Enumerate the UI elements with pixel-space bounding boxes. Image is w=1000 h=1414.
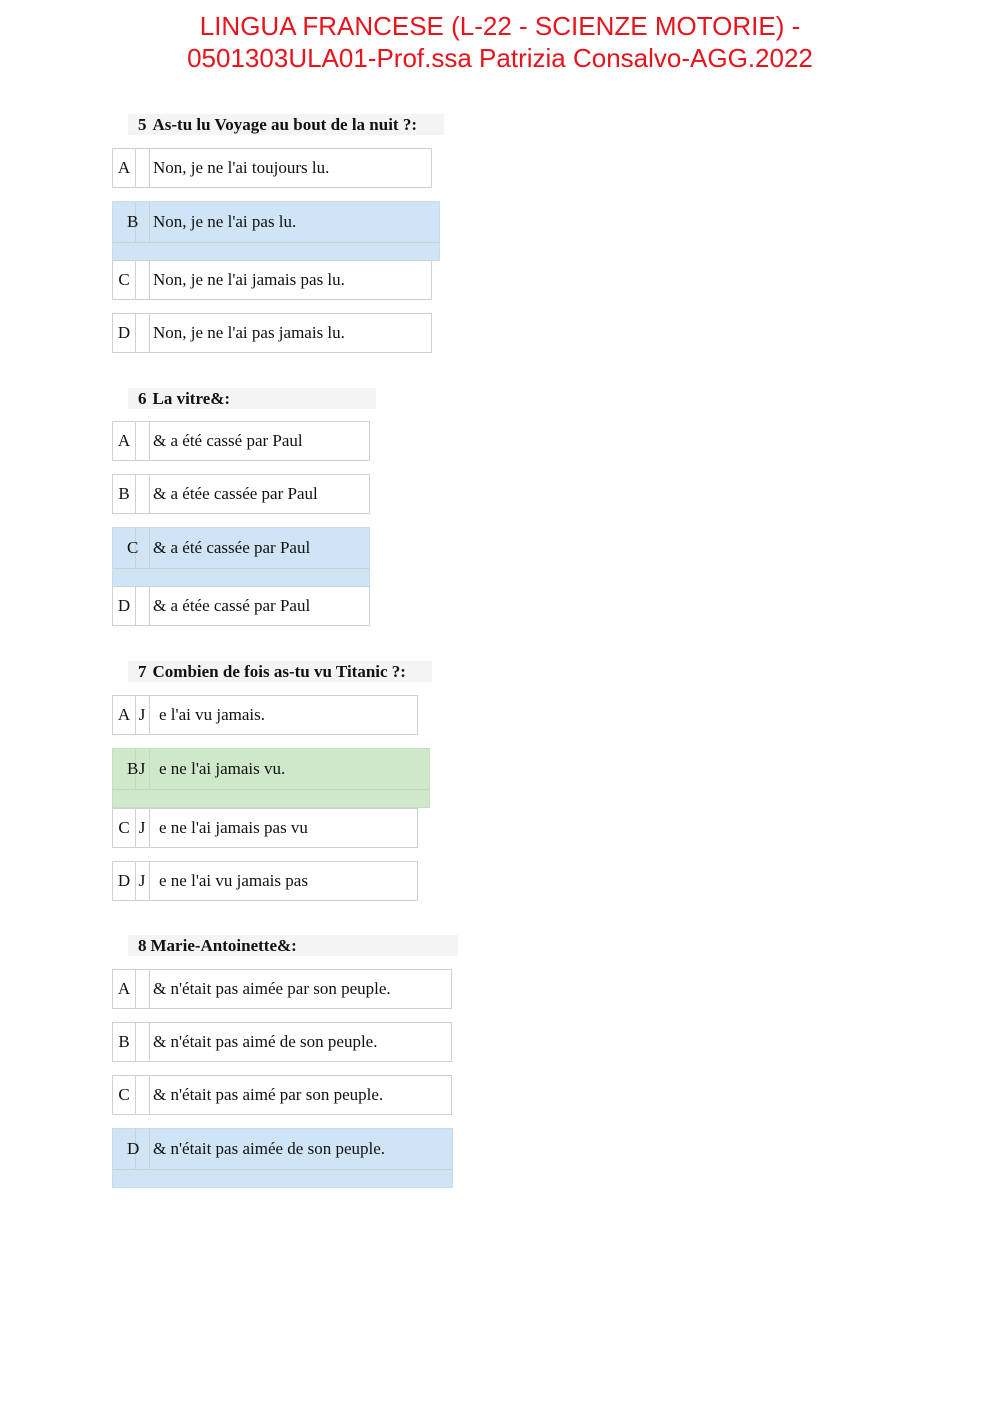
option-prefix (135, 1023, 150, 1061)
option-prefix: J (135, 696, 150, 734)
option-prefix (135, 149, 150, 187)
option-prefix (135, 314, 150, 352)
option-text: & a étée cassé par Paul (153, 596, 311, 615)
q8-option-b[interactable] (112, 1022, 452, 1062)
option-letter: C (113, 809, 136, 847)
option-prefix: J (135, 809, 150, 847)
option-prefix (135, 1129, 150, 1169)
option-letter: A (113, 149, 136, 187)
option-letter: D (113, 1129, 136, 1169)
question-7-title (128, 661, 432, 682)
option-text: Non, je ne l'ai pas jamais lu. (153, 323, 345, 342)
option-letter: B (113, 202, 136, 242)
q5-option-d[interactable] (112, 313, 432, 353)
option-text: & a étée cassée par Paul (153, 484, 318, 503)
q5-option-b[interactable] (112, 201, 440, 261)
option-prefix (135, 261, 150, 299)
question-number: 6 (138, 389, 147, 408)
question-8-title (128, 935, 458, 956)
option-letter: A (113, 970, 136, 1008)
question-number: 5 (138, 115, 147, 134)
option-letter: D (113, 314, 136, 352)
title-line-1: LINGUA FRANCESE (L-22 - SCIENZE MOTORIE) - (199, 11, 801, 41)
option-text: & a été cassé par Paul (153, 431, 303, 450)
option-text: e ne l'ai vu jamais pas (159, 871, 308, 890)
title-line-2: 0501303ULA01-Prof.ssa Patrizia Consalvo-AGG.2022 (187, 43, 813, 73)
option-prefix: J (135, 862, 150, 900)
option-text: & n'était pas aimée par son peuple. (153, 979, 391, 998)
option-prefix (135, 422, 150, 460)
question-6-title (128, 388, 376, 409)
question-text: As-tu lu Voyage au bout de la nuit ?: (152, 115, 418, 134)
question-number: 8 (138, 936, 147, 955)
question-text: Combien de fois as-tu vu Titanic ?: (152, 662, 406, 681)
q8-option-a[interactable] (112, 969, 452, 1009)
q6-option-c[interactable] (112, 527, 370, 587)
option-prefix (135, 202, 150, 242)
option-letter: D (113, 587, 136, 625)
q6-option-d[interactable] (112, 586, 370, 626)
q7-option-c[interactable] (112, 808, 418, 848)
option-letter: B (113, 475, 136, 513)
document-title (0, 10, 1000, 74)
option-letter: B (113, 1023, 136, 1061)
option-text: Non, je ne l'ai pas lu. (153, 212, 297, 231)
q5-option-a[interactable] (112, 148, 432, 188)
q7-option-b[interactable] (112, 748, 430, 808)
option-prefix (135, 970, 150, 1008)
option-letter: C (113, 261, 136, 299)
option-text: & n'était pas aimée de son peuple. (153, 1139, 386, 1158)
option-text: & n'était pas aimé par son peuple. (153, 1085, 384, 1104)
question-text: Marie-Antoinette&: (150, 936, 297, 955)
option-prefix (135, 528, 150, 568)
q8-option-d[interactable] (112, 1128, 453, 1188)
q7-option-d[interactable] (112, 861, 418, 901)
q5-option-c[interactable] (112, 260, 432, 300)
option-text: Non, je ne l'ai jamais pas lu. (153, 270, 345, 289)
option-prefix (135, 587, 150, 625)
option-letter: D (113, 862, 136, 900)
option-letter: A (113, 696, 136, 734)
option-letter: C (113, 1076, 136, 1114)
option-prefix: J (135, 749, 150, 789)
option-text: e ne l'ai jamais vu. (159, 759, 286, 778)
question-5-title (128, 114, 444, 135)
q8-option-c[interactable] (112, 1075, 452, 1115)
option-text: e ne l'ai jamais pas vu (159, 818, 308, 837)
option-text: Non, je ne l'ai toujours lu. (153, 158, 330, 177)
option-letter: C (113, 528, 136, 568)
option-prefix (135, 1076, 150, 1114)
question-number: 7 (138, 662, 147, 681)
option-prefix (135, 475, 150, 513)
q7-option-a[interactable] (112, 695, 418, 735)
option-text: e l'ai vu jamais. (159, 705, 265, 724)
question-text: La vitre&: (152, 389, 231, 408)
q6-option-a[interactable] (112, 421, 370, 461)
q6-option-b[interactable] (112, 474, 370, 514)
option-text: & a été cassée par Paul (153, 538, 311, 557)
option-letter: A (113, 422, 136, 460)
option-letter: B (113, 749, 136, 789)
option-text: & n'était pas aimé de son peuple. (153, 1032, 378, 1051)
